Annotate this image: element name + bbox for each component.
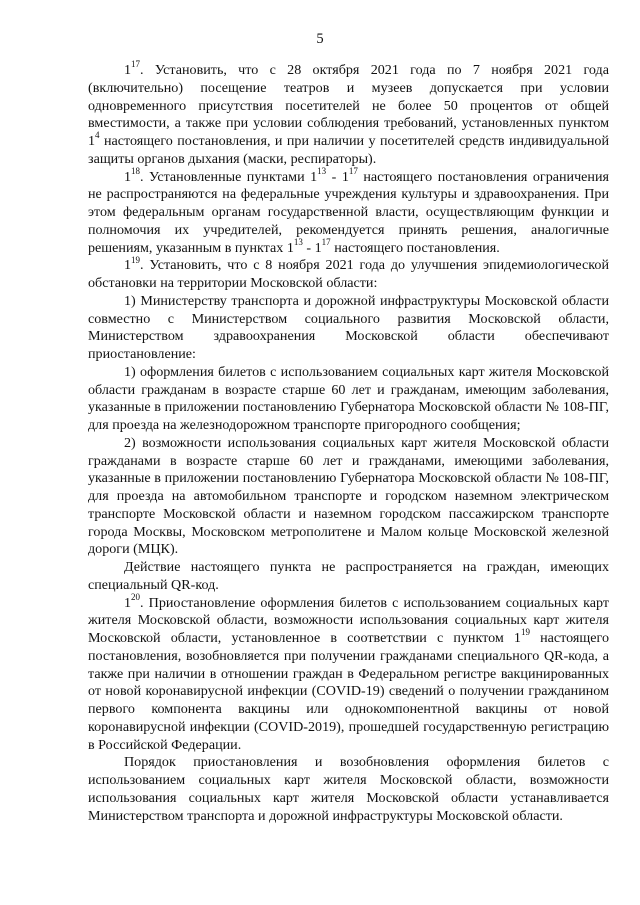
paragraph: 1) оформления билетов с использованием социальных карт жителя Московской области гражданам в возрасте старше 60 лет и гражданам, имеющим заболевания, указанные в приложении постановлению Губернатора Московской области № 108-ПГ, для проезда на железнодорожном транспорте пригородного сообщения; (88, 363, 609, 433)
superscript: 13 (317, 165, 327, 176)
superscript: 17 (348, 165, 358, 176)
superscript: 19 (520, 627, 530, 638)
superscript: 4 (95, 130, 100, 141)
paragraph: Порядок приостановления и возобновления оформления билетов с использованием социальных карт жителя Московской области, возможности использования социальных карт жителя Московской области устанавливается Министерством транспорта и дорожной инфраструктуры Московской области. (88, 754, 609, 824)
superscript: 17 (131, 59, 141, 70)
superscript: 18 (131, 165, 141, 176)
page-number: 5 (316, 31, 324, 47)
superscript: 19 (131, 254, 141, 265)
paragraph: $1^{17}$. Установить, что с 28 октября 2021 года по 7 ноября 2021 года (включительно) посещение театров и музеев допускается при условии одновременного присутствия посетителей не более 50 процентов от общей вместимости, а также при условии соблюдения требований, установленных пунктом $1^4$ настоящего постановления, и при наличии у посетителей средств индивидуальной защиты органов дыхания (маски, респираторы). (88, 59, 609, 167)
paragraph: $1^{18}$. Установленные пунктами $1^{13} - 1^{17}$ настоящего постановления ограничения не распространяются на федеральные учреждения культуры и здравоохранения. При этом федеральным органам государственной власти, осуществляющим функции и полномочия их учредителей, рекомендуется принять решения, аналогичные решениям, указанным в пунктах $1^{13} - 1^{17}$ настоящего постановления. (88, 165, 609, 256)
paragraph: 1) Министерству транспорта и дорожной инфраструктуры Московской области совместно с Министерством социального развития Московской области, Министерством здравоохранения Московской области обеспечивают приостановление: (88, 292, 609, 362)
superscript: 13 (293, 236, 303, 247)
paragraph: $1^{20}$. Приостановление оформления билетов с использованием социальных карт жителя Московской области, возможности использования социальных карт жителя Московской области, установленное в соответствии с пунктом $1^{19}$ настоящего постановления, возобновляется при получении гражданами специального QR-кода, а также при наличии в отношении граждан в Федеральном регистре вакцинированных от новой коронавирусной инфекции (COVID-19) сведений о получении гражданином первого компонента вакцины или однокомпонентной вакцины от новой коронавирусной инфекции (COVID-2019), прошедшей государственную регистрацию в Российской Федерации. (88, 591, 609, 753)
paragraph: 2) возможности использования социальных карт жителя Московской области гражданами в возрасте старше 60 лет и гражданами, имеющими заболевания, указанные в приложении постановлению Губернатора Московской области № 108-ПГ, для проезда на автомобильном транспорте и городском наземном электрическом транспорте Московской области и наземном городском пассажирском транспорте города Москвы, Московском метрополитене и Малом кольце Московской железной дороги (МЦК). (88, 434, 609, 558)
superscript: 17 (321, 236, 331, 247)
superscript: 20 (131, 591, 141, 602)
document-body (88, 59, 609, 825)
paragraph: Действие настоящего пункта не распространяется на граждан, имеющих специальный QR-код. (88, 559, 609, 593)
paragraph: $1^{19}$. Установить, что с 8 ноября 2021 года до улучшения эпидемиологической обстановки на территории Московской области: (88, 254, 609, 291)
